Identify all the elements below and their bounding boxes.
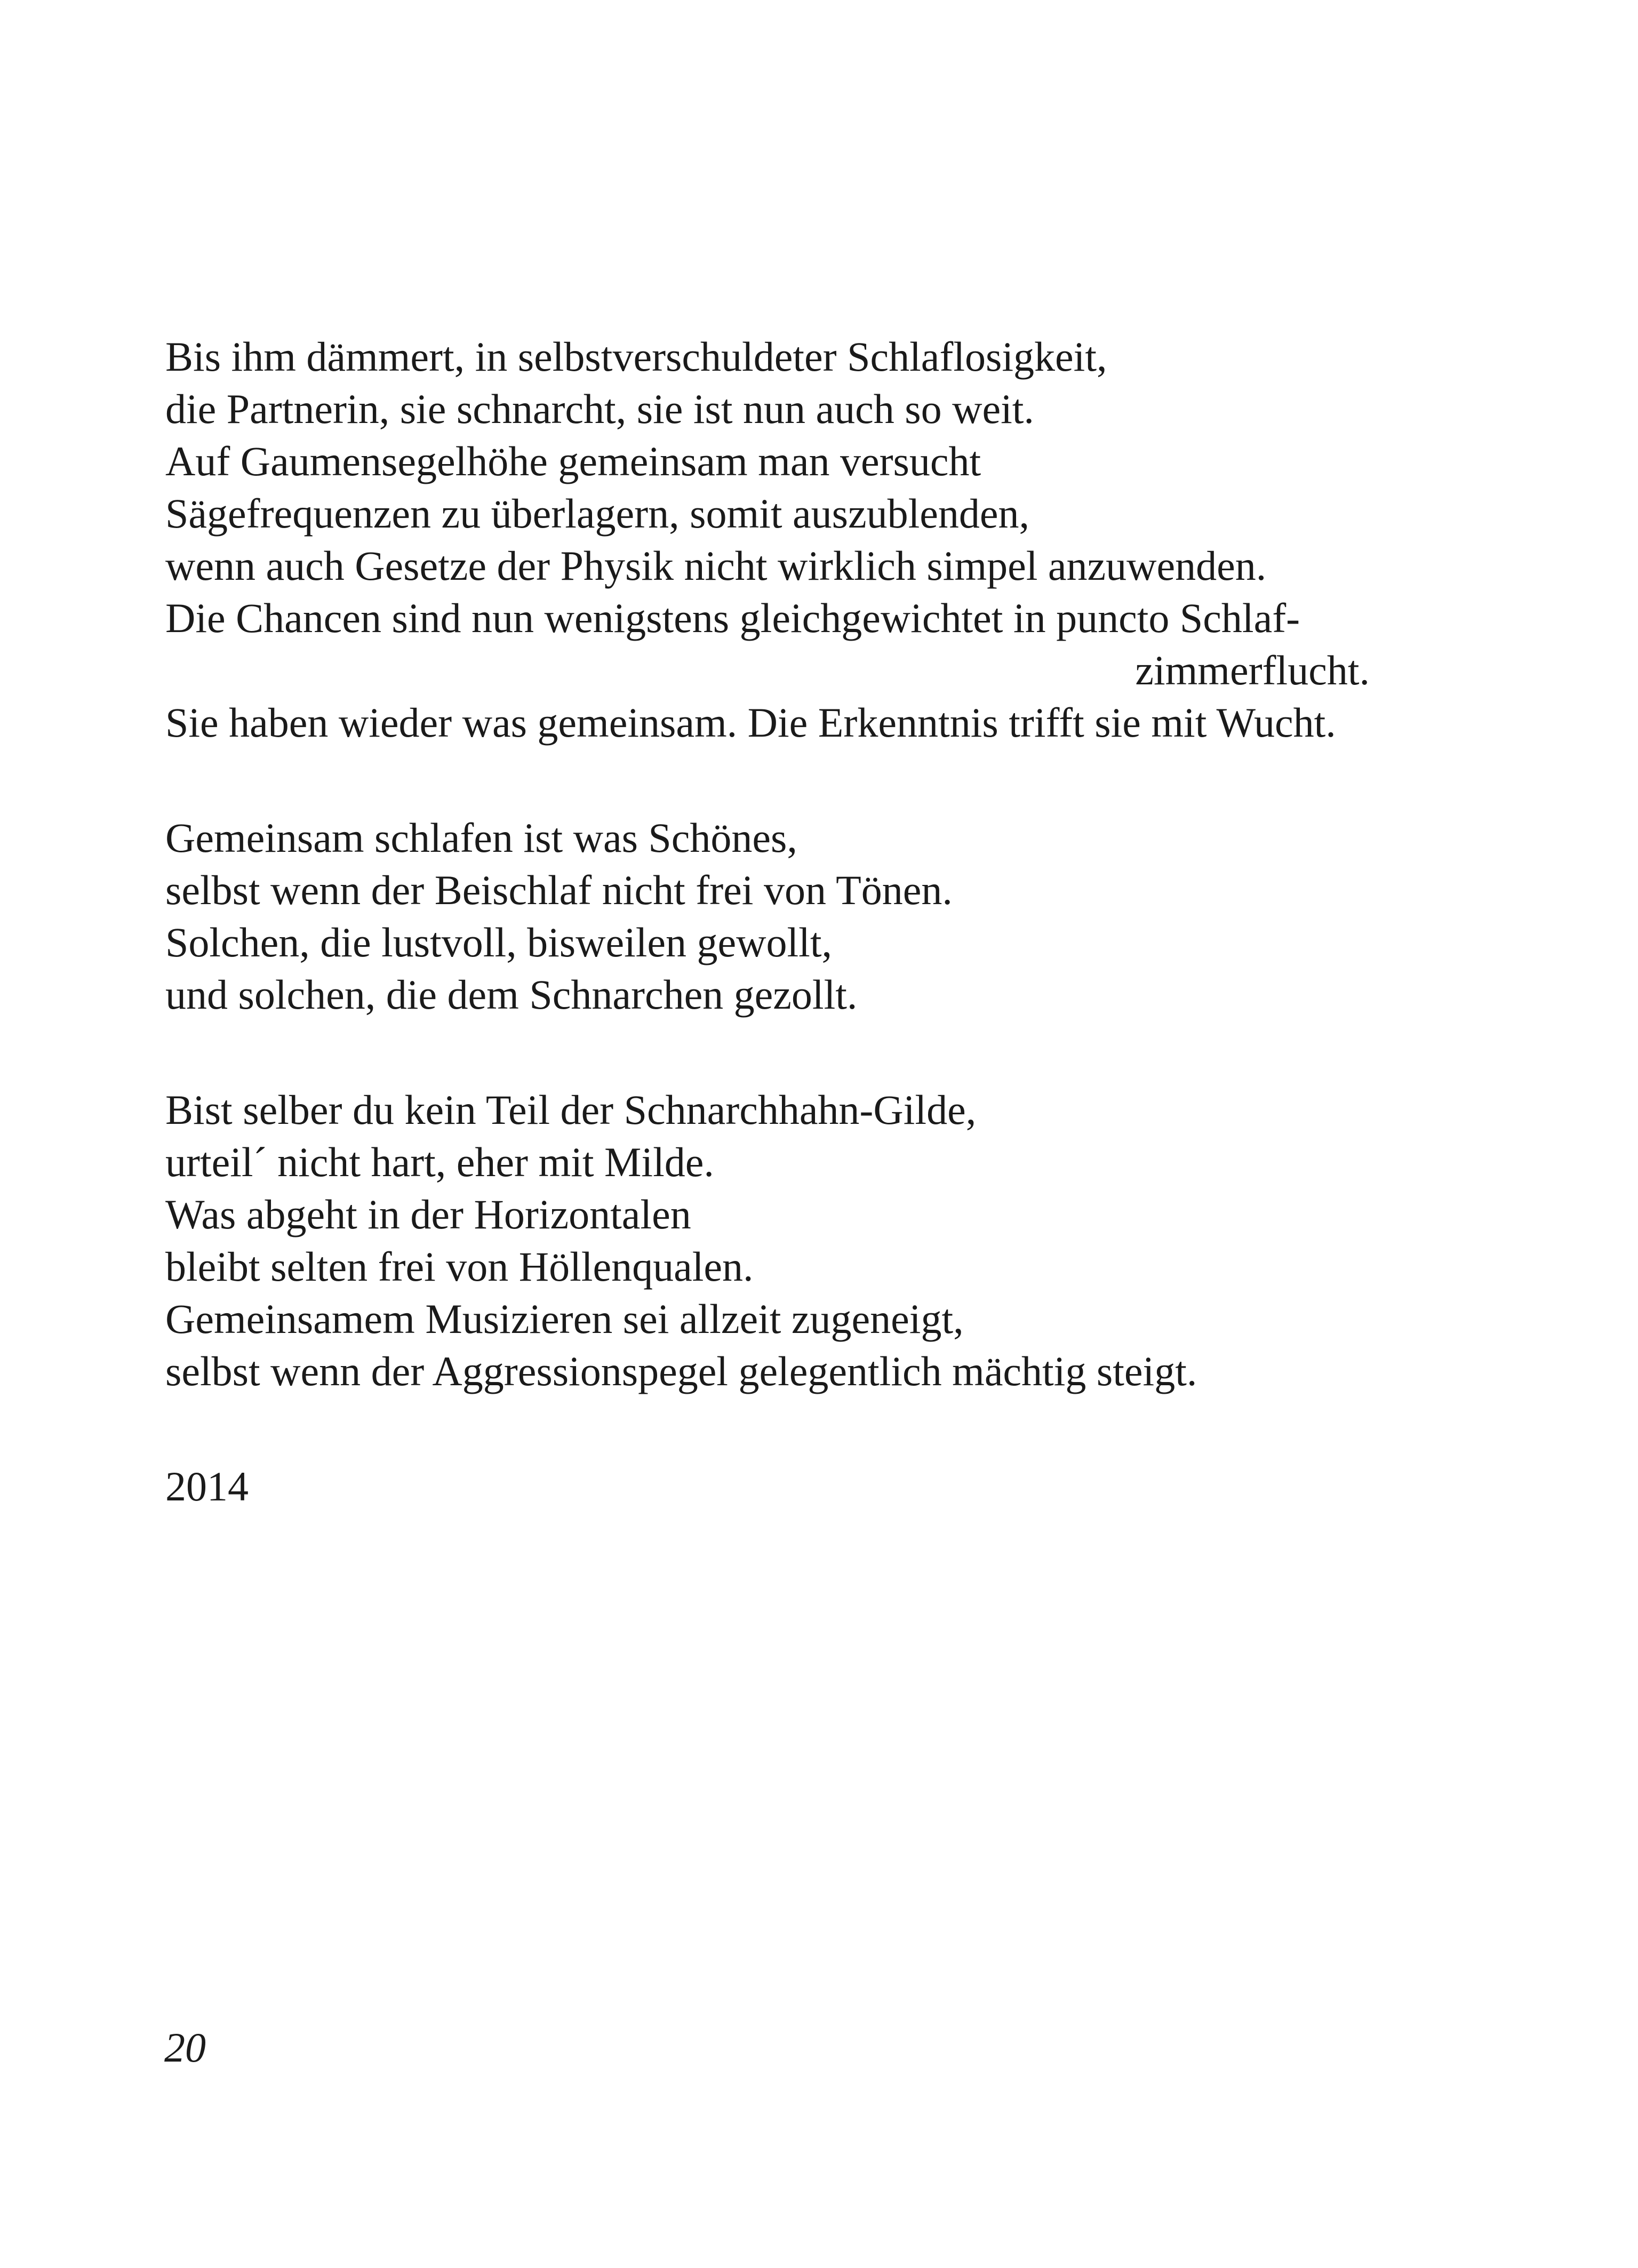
poem-line: die Partnerin, sie schnarcht, sie ist nun auch so weit.	[165, 386, 1034, 432]
poem-line: Solchen, die lustvoll, bisweilen gewollt,	[165, 919, 833, 965]
poem-line-continuation: zimmerflucht.	[1135, 647, 1370, 693]
stanza-2	[165, 812, 1371, 1021]
poem-line: Auf Gaumensegelhöhe gemeinsam man versucht	[165, 438, 981, 484]
poem-line: Sägefrequenzen zu überlagern, somit auszublenden,	[165, 490, 1030, 537]
poem-line: Was abgeht in der Horizontalen	[165, 1191, 691, 1237]
poem-line: Gemeinsamem Musizieren sei allzeit zugeneigt,	[165, 1296, 964, 1342]
poem-line: Die Chancen sind nun wenigstens gleichgewichtet in puncto Schlaf-	[165, 595, 1300, 641]
stanza-1	[165, 331, 1371, 749]
poem-line: bleibt selten frei von Höllenqualen.	[165, 1243, 754, 1290]
poem-line: Bist selber du kein Teil der Schnarchhahn-Gilde,	[165, 1087, 977, 1133]
poem-line: und solchen, die dem Schnarchen gezollt.	[165, 971, 858, 1018]
poem-line: urteil´ nicht hart, eher mit Milde.	[165, 1139, 714, 1185]
poem-line: wenn auch Gesetze der Physik nicht wirklich simpel anzuwenden.	[165, 542, 1267, 589]
poem-year: 2014	[165, 1463, 249, 1510]
poem-line: selbst wenn der Aggressionspegel gelegentlich mächtig steigt.	[165, 1348, 1197, 1394]
poem-line: selbst wenn der Beischlaf nicht frei von Tönen.	[165, 867, 953, 913]
stanza-3	[165, 1084, 1371, 1397]
poem-line: Bis ihm dämmert, in selbstverschuldeter Schlaflosigkeit,	[165, 333, 1107, 380]
poem-line: Gemeinsam schlafen ist was Schönes,	[165, 814, 797, 861]
poem-line: Sie haben wieder was gemeinsam. Die Erkenntnis trifft sie mit Wucht.	[165, 699, 1336, 746]
page-number: 20	[164, 2024, 206, 2071]
poem	[165, 331, 1371, 1513]
